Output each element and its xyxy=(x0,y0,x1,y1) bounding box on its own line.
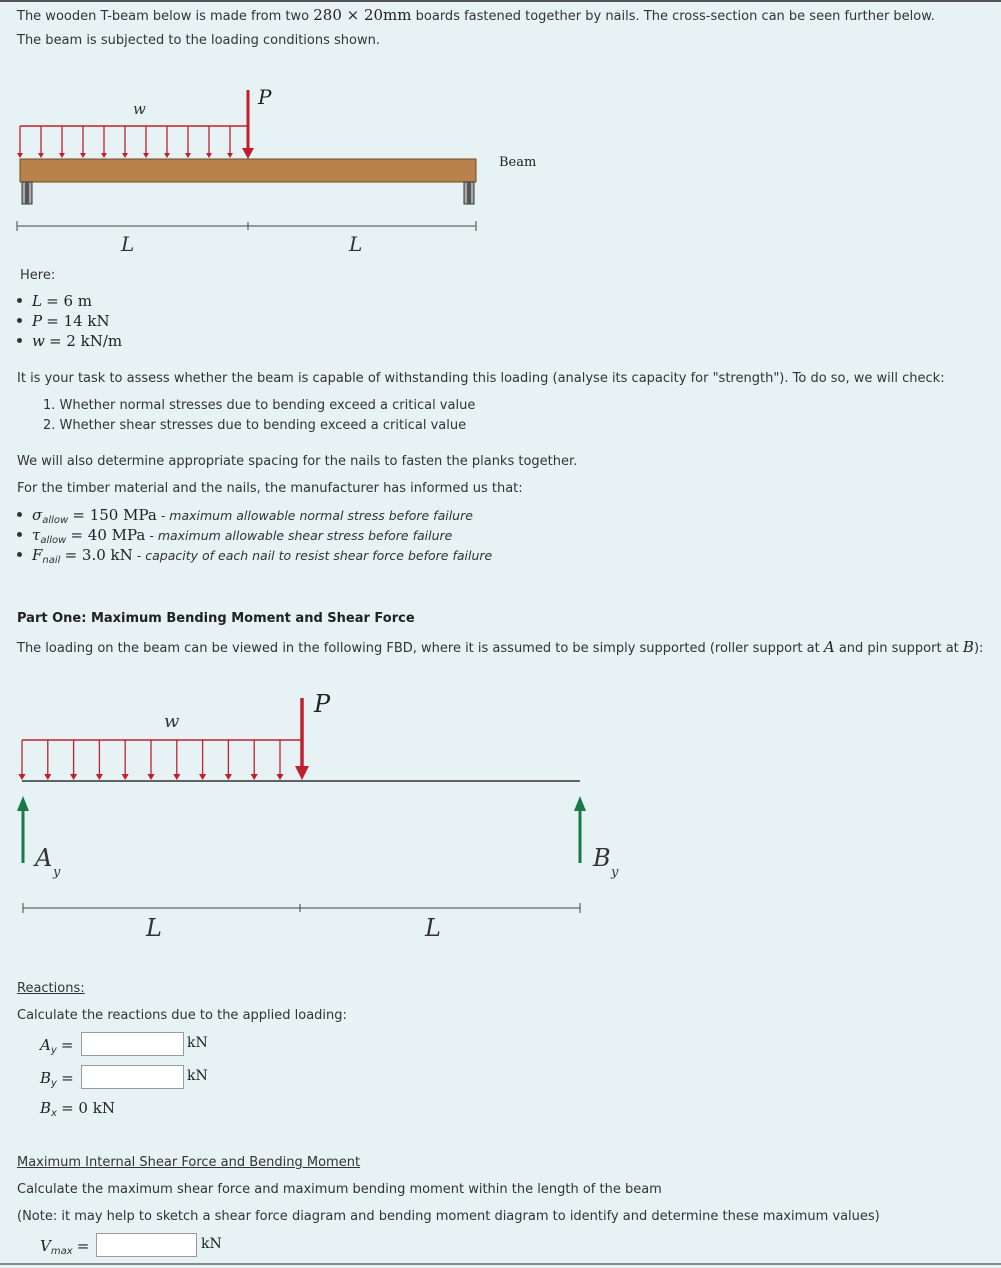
by-unit: kN xyxy=(187,1068,208,1084)
vmax-label: $V_{max}$ = xyxy=(40,1237,90,1257)
material-list xyxy=(17,506,492,566)
load-arrowhead xyxy=(122,774,129,780)
ay-label: $A_y$ = xyxy=(40,1036,74,1056)
by-label: $B_y$ = xyxy=(40,1069,74,1089)
top-border xyxy=(0,0,1001,2)
task-item-1: 1. Whether normal stresses due to bending exceed a critical value xyxy=(43,398,476,413)
material-item: $\sigma_{allow} = 150$ MPa - maximum allowable normal stress before failure xyxy=(17,506,492,526)
load-arrowhead xyxy=(143,153,149,158)
max-section-heading: Maximum Internal Shear Force and Bending Moment xyxy=(17,1155,361,1170)
board-dimensions: 280 × 20mm xyxy=(313,6,412,24)
vmax-unit: kN xyxy=(201,1236,222,1252)
load-arrowhead xyxy=(80,153,86,158)
fig1-l1-label: L xyxy=(121,232,135,256)
fig2-l1-label: L xyxy=(146,914,162,942)
point-load-arrowhead xyxy=(242,148,254,159)
manufacturer-text: For the timber material and the nails, the manufacturer has informed us that: xyxy=(17,481,523,496)
fbd-figure xyxy=(0,680,660,945)
load-arrowhead xyxy=(38,153,44,158)
reaction-b-arrowhead xyxy=(574,796,586,811)
load-arrowhead xyxy=(44,774,51,780)
fig2-ay-label: A xyxy=(35,844,53,872)
fig2-w-label: w xyxy=(164,711,180,732)
ay-unit: kN xyxy=(187,1035,208,1051)
task-description: It is your task to assess whether the beam is capable of withstanding this loading (analyse its capacity for "strength"). To do so, we will check: xyxy=(17,371,945,386)
load-arrowhead xyxy=(251,774,258,780)
load-arrowhead xyxy=(96,774,103,780)
here-label: Here: xyxy=(20,268,56,283)
fbd-description: The loading on the beam can be viewed in the following FBD, where it is assumed to be simply supported (roller support at A and pin support at B): xyxy=(17,638,984,656)
param-item: w = 2 kN/m xyxy=(17,332,122,352)
load-arrowhead xyxy=(225,774,232,780)
reactions-heading: Reactions: xyxy=(17,981,85,996)
load-arrowhead xyxy=(173,774,180,780)
intro-line-2: The beam is subjected to the loading conditions shown. xyxy=(17,33,380,48)
beam-loading-figure xyxy=(0,80,560,260)
fig2-ay-sub: y xyxy=(53,865,61,880)
by-input[interactable] xyxy=(81,1065,184,1089)
load-arrowhead xyxy=(70,774,77,780)
load-arrowhead xyxy=(122,153,128,158)
bottom-border xyxy=(0,1263,1001,1265)
intro-text-end: boards fastened together by nails. The cross-section can be seen further below. xyxy=(411,9,935,24)
material-item: $\tau_{allow} = 40$ MPa - maximum allowable shear stress before failure xyxy=(17,526,492,546)
fbd-point-load-arrowhead xyxy=(295,766,309,780)
fbd-distributed-load-arrows xyxy=(18,740,302,780)
fig2-l2-label: L xyxy=(425,914,441,942)
load-arrowhead xyxy=(199,774,206,780)
reactions-instruction: Calculate the reactions due to the applied loading: xyxy=(17,1008,347,1023)
vmax-input[interactable] xyxy=(96,1233,197,1257)
fig2-by-sub: y xyxy=(611,865,619,880)
param-list xyxy=(17,292,122,352)
load-arrowhead xyxy=(185,153,191,158)
load-arrowhead xyxy=(164,153,170,158)
intro-text-start: The wooden T-beam below is made from two xyxy=(17,9,314,24)
fig2-by-label: B xyxy=(593,844,611,872)
distributed-load-arrows xyxy=(17,126,248,158)
max-section-note: (Note: it may help to sketch a shear force diagram and bending moment diagram to identify and determine these maximum values) xyxy=(17,1209,880,1224)
max-section-instruction: Calculate the maximum shear force and maximum bending moment within the length of the beam xyxy=(17,1182,662,1197)
part-one-title: Part One: Maximum Bending Moment and Shear Force xyxy=(17,611,415,626)
load-arrowhead xyxy=(276,774,283,780)
right-post-core xyxy=(467,182,471,204)
beam-label: Beam xyxy=(499,155,537,170)
load-arrowhead xyxy=(18,774,25,780)
load-arrowhead xyxy=(206,153,212,158)
load-arrowhead xyxy=(227,153,233,158)
load-arrowhead xyxy=(59,153,65,158)
reaction-a-arrowhead xyxy=(17,796,29,811)
fig1-w-label: w xyxy=(133,100,146,118)
material-item: $F_{nail} = 3.0$ kN - capacity of each nail to resist shear force before failure xyxy=(17,546,492,566)
beam xyxy=(20,159,476,182)
fig1-p-label: P xyxy=(258,85,272,109)
intro-line-1 xyxy=(17,6,935,24)
task-item-2: 2. Whether shear stresses due to bending exceed a critical value xyxy=(43,418,467,433)
fig1-l2-label: L xyxy=(349,232,363,256)
fig2-p-label: P xyxy=(314,690,331,718)
param-item: P = 14 kN xyxy=(17,312,122,332)
load-arrowhead xyxy=(101,153,107,158)
ay-input[interactable] xyxy=(81,1032,184,1056)
bx-value: $B_x = 0$ kN xyxy=(40,1099,115,1119)
load-arrowhead xyxy=(147,774,154,780)
param-item: L = 6 m xyxy=(17,292,122,312)
load-arrowhead xyxy=(17,153,23,158)
left-post-core xyxy=(25,182,29,204)
nail-spacing-text: We will also determine appropriate spacing for the nails to fasten the planks together. xyxy=(17,454,578,469)
